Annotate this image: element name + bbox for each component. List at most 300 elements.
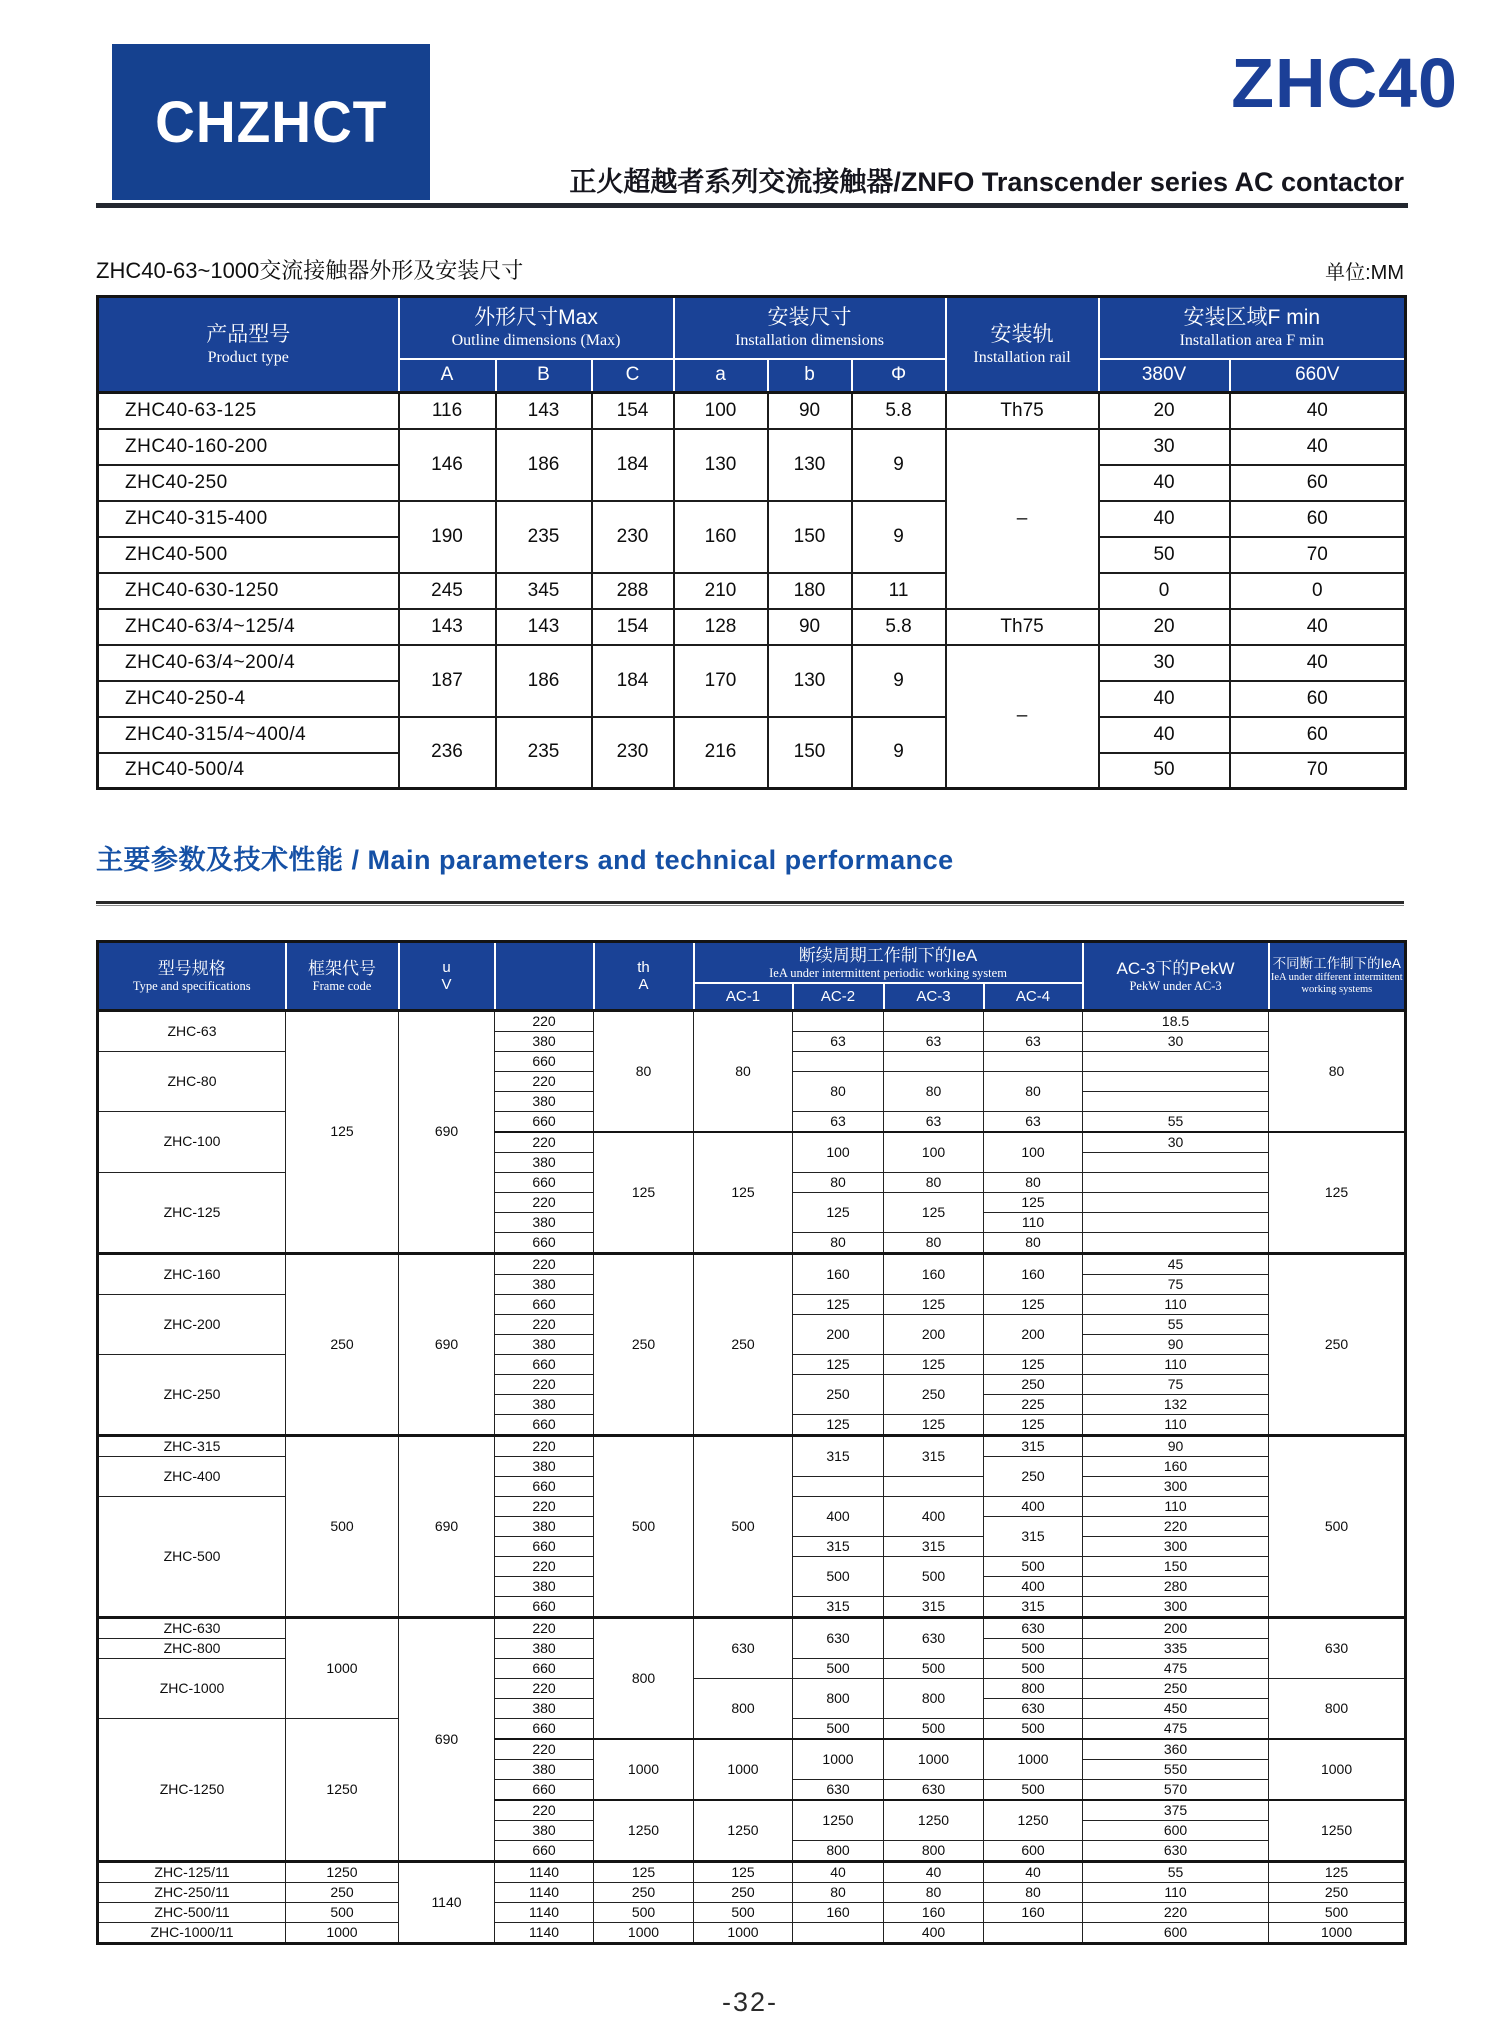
- value-cell: 150: [768, 717, 852, 789]
- value-cell: 250: [793, 1374, 884, 1414]
- value-cell: 660: [495, 1414, 594, 1435]
- col-iea-diff-en1: IeA under different intermittent: [1270, 972, 1403, 984]
- value-cell: 1000: [594, 1922, 694, 1943]
- value-cell: 80: [793, 1071, 884, 1111]
- value-cell: 380: [495, 1698, 594, 1718]
- value-cell: 184: [592, 429, 674, 501]
- value-cell: 380: [495, 1274, 594, 1294]
- col-frame-code: [286, 942, 399, 1011]
- col-380v: 380V: [1099, 359, 1230, 393]
- value-cell: 235: [496, 717, 592, 789]
- value-cell: 63: [793, 1111, 884, 1132]
- value-cell: [1083, 1071, 1269, 1091]
- col-voltage-values: [495, 942, 594, 1011]
- table-row: [98, 717, 1406, 753]
- value-cell: [1083, 1091, 1269, 1111]
- value-cell: [1083, 1051, 1269, 1071]
- value-cell: 1140: [495, 1861, 594, 1882]
- value-cell: 170: [674, 645, 768, 717]
- value-cell: 220: [495, 1556, 594, 1576]
- value-cell: 80: [1269, 1010, 1406, 1132]
- value-cell: 630: [793, 1779, 884, 1800]
- value-cell: 1140: [495, 1902, 594, 1922]
- col-type-specifications: [98, 942, 286, 1011]
- value-cell: 1000: [694, 1739, 793, 1800]
- value-cell: 1140: [495, 1882, 594, 1902]
- value-cell: 690: [399, 1253, 495, 1435]
- value-cell: 40: [1099, 465, 1230, 501]
- value-cell: 5.8: [852, 609, 946, 645]
- value-cell: 125: [884, 1414, 984, 1435]
- value-cell: 375: [1083, 1800, 1269, 1821]
- table-row: [98, 645, 1406, 681]
- product-model-title: ZHC40: [1231, 44, 1458, 122]
- col-pekw-en: PekW under AC-3: [1129, 979, 1222, 994]
- value-cell: 63: [884, 1031, 984, 1051]
- value-cell: 380: [495, 1516, 594, 1536]
- value-cell: 315: [793, 1435, 884, 1476]
- value-cell: 90: [1083, 1435, 1269, 1456]
- value-cell: 315: [984, 1596, 1083, 1617]
- value-cell: [793, 1922, 884, 1943]
- value-cell: 630: [884, 1779, 984, 1800]
- value-cell: 11: [852, 573, 946, 609]
- value-cell: 55: [1083, 1861, 1269, 1882]
- value-cell: 220: [495, 1374, 594, 1394]
- value-cell: 250: [694, 1253, 793, 1435]
- col-ac3: AC-3: [884, 983, 984, 1010]
- value-cell: 1250: [286, 1861, 399, 1882]
- value-cell: [1083, 1232, 1269, 1253]
- value-cell: 186: [496, 429, 592, 501]
- value-cell: 216: [674, 717, 768, 789]
- value-cell: ZHC-80: [98, 1051, 286, 1111]
- value-cell: ZHC-63: [98, 1010, 286, 1051]
- value-cell: 800: [884, 1840, 984, 1861]
- value-cell: 220: [495, 1314, 594, 1334]
- value-cell: 125: [884, 1294, 984, 1314]
- value-cell: 80: [694, 1010, 793, 1132]
- value-cell: 220: [495, 1010, 594, 1031]
- value-cell: ZHC-100: [98, 1111, 286, 1172]
- col-ac1: AC-1: [694, 983, 793, 1010]
- product-name-cell: ZHC40-500/4: [98, 753, 399, 789]
- col-installation-dimensions: [674, 297, 946, 359]
- value-cell: 315: [884, 1596, 984, 1617]
- value-cell: 380: [495, 1031, 594, 1051]
- value-cell: 1250: [1269, 1800, 1406, 1862]
- value-cell: 630: [984, 1617, 1083, 1638]
- value-cell: 400: [984, 1496, 1083, 1516]
- value-cell: 40: [793, 1861, 884, 1882]
- value-cell: 75: [1083, 1374, 1269, 1394]
- value-cell: 1250: [694, 1800, 793, 1862]
- col-iea-en: IeA under intermittent periodic working system: [769, 966, 1007, 980]
- value-cell: ZHC-200: [98, 1294, 286, 1354]
- product-name-cell: ZHC40-160-200: [98, 429, 399, 465]
- dimensions-title: ZHC40-63~1000交流接触器外形及安装尺寸: [96, 258, 524, 283]
- col-area-en: Installation area F min: [1179, 332, 1324, 350]
- value-cell: ZHC-315: [98, 1435, 286, 1456]
- value-cell: [793, 1051, 884, 1071]
- value-cell: 60: [1230, 465, 1406, 501]
- value-cell: 220: [1083, 1902, 1269, 1922]
- value-cell: 800: [594, 1617, 694, 1739]
- value-cell: 360: [1083, 1739, 1269, 1760]
- value-cell: 0: [1230, 573, 1406, 609]
- value-cell: 160: [674, 501, 768, 573]
- value-cell: 80: [884, 1172, 984, 1192]
- value-cell: 500: [884, 1718, 984, 1739]
- col-iea-diff-en2: working systems: [1301, 983, 1373, 995]
- col-area-cn: 安装区域F min: [1183, 306, 1321, 330]
- value-cell: 18.5: [1083, 1010, 1269, 1031]
- value-cell: [1083, 1172, 1269, 1192]
- value-cell: 800: [884, 1678, 984, 1718]
- value-cell: 1000: [594, 1739, 694, 1800]
- value-cell: 125: [793, 1294, 884, 1314]
- value-cell: 150: [1083, 1556, 1269, 1576]
- value-cell: 690: [399, 1617, 495, 1861]
- value-cell: 30: [1099, 429, 1230, 465]
- value-cell: 200: [793, 1314, 884, 1354]
- value-cell: 300: [1083, 1536, 1269, 1556]
- col-ac2: AC-2: [793, 983, 884, 1010]
- value-cell: 110: [1083, 1354, 1269, 1374]
- value-cell: 80: [984, 1071, 1083, 1111]
- value-cell: 9: [852, 645, 946, 717]
- value-cell: 1000: [694, 1922, 793, 1943]
- value-cell: 630: [984, 1698, 1083, 1718]
- value-cell: 5.8: [852, 393, 946, 429]
- page-header: [96, 0, 1458, 212]
- value-cell: 500: [286, 1902, 399, 1922]
- value-cell: 280: [1083, 1576, 1269, 1596]
- value-cell: 1000: [1269, 1922, 1406, 1943]
- value-cell: 500: [694, 1902, 793, 1922]
- value-cell: 55: [1083, 1111, 1269, 1132]
- table-row: [98, 1010, 1406, 1031]
- value-cell: 220: [495, 1739, 594, 1760]
- value-cell: 660: [495, 1658, 594, 1678]
- value-cell: 220: [495, 1617, 594, 1638]
- value-cell: [984, 1922, 1083, 1943]
- value-cell: 180: [768, 573, 852, 609]
- product-name-cell: ZHC40-630-1250: [98, 573, 399, 609]
- value-cell: 1250: [884, 1800, 984, 1841]
- table-row: [98, 429, 1406, 465]
- value-cell: 660: [495, 1840, 594, 1861]
- value-cell: 110: [1083, 1882, 1269, 1902]
- value-cell: 600: [1083, 1922, 1269, 1943]
- value-cell: 160: [984, 1253, 1083, 1294]
- table-row: [98, 1861, 1406, 1882]
- value-cell: 160: [984, 1902, 1083, 1922]
- col-iea-different: [1269, 942, 1406, 1011]
- value-cell: 9: [852, 501, 946, 573]
- value-cell: 250: [694, 1882, 793, 1902]
- value-cell: ZHC-250: [98, 1354, 286, 1435]
- value-cell: Th75: [946, 393, 1099, 429]
- value-cell: 184: [592, 645, 674, 717]
- value-cell: 1000: [793, 1739, 884, 1780]
- value-cell: 80: [984, 1232, 1083, 1253]
- value-cell: 690: [399, 1435, 495, 1617]
- col-rail-cn: 安装轨: [990, 323, 1054, 346]
- value-cell: 250: [1269, 1253, 1406, 1435]
- value-cell: 90: [768, 393, 852, 429]
- value-cell: 187: [399, 645, 496, 717]
- value-cell: 143: [496, 609, 592, 645]
- value-cell: 660: [495, 1354, 594, 1374]
- value-cell: 40: [984, 1861, 1083, 1882]
- value-cell: 154: [592, 393, 674, 429]
- value-cell: 250: [884, 1374, 984, 1414]
- col-voltage-u: [399, 942, 495, 1011]
- value-cell: 63: [793, 1031, 884, 1051]
- value-cell: 250: [984, 1456, 1083, 1496]
- value-cell: 125: [793, 1354, 884, 1374]
- value-cell: [1083, 1212, 1269, 1232]
- value-cell: 500: [694, 1435, 793, 1617]
- dimensions-table: [96, 295, 1407, 790]
- value-cell: 160: [793, 1902, 884, 1922]
- header-rule: [96, 203, 1408, 208]
- value-cell: 80: [984, 1172, 1083, 1192]
- parameters-rule: [96, 901, 1404, 906]
- value-cell: 800: [1269, 1678, 1406, 1739]
- value-cell: 128: [674, 609, 768, 645]
- value-cell: 125: [984, 1414, 1083, 1435]
- product-name-cell: ZHC40-63-125: [98, 393, 399, 429]
- col-product-type: [98, 297, 399, 393]
- value-cell: 250: [594, 1253, 694, 1435]
- value-cell: 500: [793, 1556, 884, 1596]
- value-cell: 475: [1083, 1718, 1269, 1739]
- value-cell: 500: [793, 1718, 884, 1739]
- value-cell: 75: [1083, 1274, 1269, 1294]
- series-subtitle: 正火超越者系列交流接触器/ZNFO Transcender series AC contactor: [569, 167, 1404, 197]
- col-type-en: Type and specifications: [132, 979, 251, 994]
- value-cell: 125: [1269, 1132, 1406, 1254]
- value-cell: 500: [984, 1658, 1083, 1678]
- value-cell: 630: [1083, 1840, 1269, 1861]
- value-cell: 125: [884, 1354, 984, 1374]
- value-cell: 160: [1083, 1456, 1269, 1476]
- value-cell: 125: [694, 1861, 793, 1882]
- value-cell: 660: [495, 1536, 594, 1556]
- value-cell: 315: [984, 1435, 1083, 1456]
- col-pekw: [1083, 942, 1269, 1011]
- value-cell: ZHC-500: [98, 1496, 286, 1617]
- product-name-cell: ZHC40-315/4~400/4: [98, 717, 399, 753]
- col-th-unit: A: [638, 975, 649, 993]
- value-cell: 345: [496, 573, 592, 609]
- table-row: [98, 1617, 1406, 1638]
- parameters-table-head: [98, 942, 1406, 1011]
- value-cell: 30: [1099, 645, 1230, 681]
- value-cell: 300: [1083, 1596, 1269, 1617]
- value-cell: 63: [984, 1111, 1083, 1132]
- col-phi: Φ: [852, 359, 946, 393]
- value-cell: ZHC-1000/11: [98, 1922, 286, 1943]
- value-cell: 80: [884, 1882, 984, 1902]
- value-cell: 220: [495, 1435, 594, 1456]
- value-cell: 315: [793, 1536, 884, 1556]
- value-cell: 160: [793, 1253, 884, 1294]
- value-cell: 220: [495, 1071, 594, 1091]
- value-cell: 220: [495, 1496, 594, 1516]
- value-cell: 250: [286, 1882, 399, 1902]
- value-cell: 1000: [286, 1617, 399, 1718]
- value-cell: 800: [694, 1678, 793, 1739]
- value-cell: 660: [495, 1111, 594, 1132]
- value-cell: 80: [793, 1232, 884, 1253]
- value-cell: ZHC-1000: [98, 1658, 286, 1718]
- value-cell: 210: [674, 573, 768, 609]
- value-cell: 630: [694, 1617, 793, 1678]
- col-iea-group: [694, 942, 1083, 984]
- value-cell: 50: [1099, 753, 1230, 789]
- value-cell: [793, 1010, 884, 1031]
- product-name-cell: ZHC40-63/4~125/4: [98, 609, 399, 645]
- value-cell: 132: [1083, 1394, 1269, 1414]
- value-cell: 40: [1230, 429, 1406, 465]
- value-cell: 660: [495, 1294, 594, 1314]
- value-cell: 1140: [399, 1861, 495, 1943]
- value-cell: 335: [1083, 1638, 1269, 1658]
- dimensions-table-head: [98, 297, 1406, 393]
- value-cell: 110: [1083, 1496, 1269, 1516]
- dimensions-table-body: [98, 393, 1406, 789]
- parameters-table-body: [98, 1010, 1406, 1943]
- value-cell: 230: [592, 501, 674, 573]
- value-cell: 125: [984, 1354, 1083, 1374]
- value-cell: 630: [793, 1617, 884, 1658]
- value-cell: 125: [984, 1192, 1083, 1212]
- value-cell: ZHC-125: [98, 1172, 286, 1253]
- value-cell: 1250: [286, 1718, 399, 1861]
- value-cell: 220: [495, 1800, 594, 1821]
- value-cell: 400: [884, 1496, 984, 1536]
- value-cell: 315: [793, 1596, 884, 1617]
- value-cell: [793, 1476, 884, 1496]
- product-name-cell: ZHC40-500: [98, 537, 399, 573]
- value-cell: 250: [984, 1374, 1083, 1394]
- value-cell: 660: [495, 1779, 594, 1800]
- value-cell: [1083, 1152, 1269, 1172]
- value-cell: 70: [1230, 753, 1406, 789]
- value-cell: 235: [496, 501, 592, 573]
- product-name-cell: ZHC40-315-400: [98, 501, 399, 537]
- col-iea-diff-cn: 不同断工作制下的IeA: [1272, 956, 1401, 972]
- col-install-cn: 安装尺寸: [767, 306, 852, 330]
- value-cell: 130: [674, 429, 768, 501]
- col-frame-cn: 框架代号: [308, 959, 376, 979]
- value-cell: 9: [852, 717, 946, 789]
- value-cell: 186: [496, 645, 592, 717]
- table-row: [98, 1253, 1406, 1274]
- col-u-unit: V: [441, 975, 452, 993]
- value-cell: 30: [1083, 1132, 1269, 1153]
- table-row: [98, 1882, 1406, 1902]
- value-cell: 236: [399, 717, 496, 789]
- value-cell: 245: [399, 573, 496, 609]
- value-cell: 450: [1083, 1698, 1269, 1718]
- value-cell: [884, 1051, 984, 1071]
- value-cell: 600: [1083, 1820, 1269, 1840]
- col-installation-area: [1099, 297, 1406, 359]
- value-cell: 230: [592, 717, 674, 789]
- col-C: C: [592, 359, 674, 393]
- value-cell: 315: [884, 1536, 984, 1556]
- value-cell: 125: [884, 1192, 984, 1232]
- value-cell: 125: [984, 1294, 1083, 1314]
- col-outline-en: Outline dimensions (Max): [451, 332, 621, 350]
- value-cell: 125: [694, 1132, 793, 1254]
- value-cell: Th75: [946, 609, 1099, 645]
- value-cell: 380: [495, 1576, 594, 1596]
- value-cell: [984, 1010, 1083, 1031]
- product-name-cell: ZHC40-250: [98, 465, 399, 501]
- value-cell: 100: [674, 393, 768, 429]
- value-cell: [884, 1010, 984, 1031]
- col-product-type-en: Product type: [207, 349, 289, 366]
- value-cell: 1000: [1269, 1739, 1406, 1800]
- value-cell: 500: [884, 1556, 984, 1596]
- value-cell: 40: [1099, 717, 1230, 753]
- value-cell: 475: [1083, 1658, 1269, 1678]
- value-cell: ZHC-400: [98, 1456, 286, 1496]
- company-logo: [112, 44, 430, 200]
- value-cell: 1140: [495, 1922, 594, 1943]
- value-cell: 660: [495, 1476, 594, 1496]
- value-cell: 380: [495, 1638, 594, 1658]
- value-cell: [1083, 1192, 1269, 1212]
- value-cell: ZHC-160: [98, 1253, 286, 1294]
- value-cell: 40: [1230, 393, 1406, 429]
- value-cell: ZHC-800: [98, 1638, 286, 1658]
- value-cell: 146: [399, 429, 496, 501]
- value-cell: 125: [1269, 1861, 1406, 1882]
- value-cell: 400: [984, 1576, 1083, 1596]
- value-cell: 1000: [286, 1922, 399, 1943]
- value-cell: 315: [984, 1516, 1083, 1556]
- value-cell: 45: [1083, 1253, 1269, 1274]
- value-cell: 630: [884, 1617, 984, 1658]
- col-b: b: [768, 359, 852, 393]
- value-cell: 400: [884, 1922, 984, 1943]
- value-cell: 80: [884, 1071, 984, 1111]
- value-cell: 190: [399, 501, 496, 573]
- value-cell: ZHC-630: [98, 1617, 286, 1638]
- value-cell: 30: [1083, 1031, 1269, 1051]
- value-cell: 154: [592, 609, 674, 645]
- col-660v: 660V: [1230, 359, 1406, 393]
- value-cell: 63: [884, 1111, 984, 1132]
- value-cell: 400: [793, 1496, 884, 1536]
- dimensions-section-header: [96, 254, 1404, 285]
- value-cell: 570: [1083, 1779, 1269, 1800]
- value-cell: 125: [594, 1861, 694, 1882]
- parameters-table: [96, 940, 1407, 1945]
- col-u-symbol: u: [442, 958, 451, 976]
- value-cell: 500: [984, 1718, 1083, 1739]
- value-cell: –: [946, 429, 1099, 609]
- value-cell: 380: [495, 1152, 594, 1172]
- col-installation-rail: [946, 297, 1099, 393]
- product-name-cell: ZHC40-250-4: [98, 681, 399, 717]
